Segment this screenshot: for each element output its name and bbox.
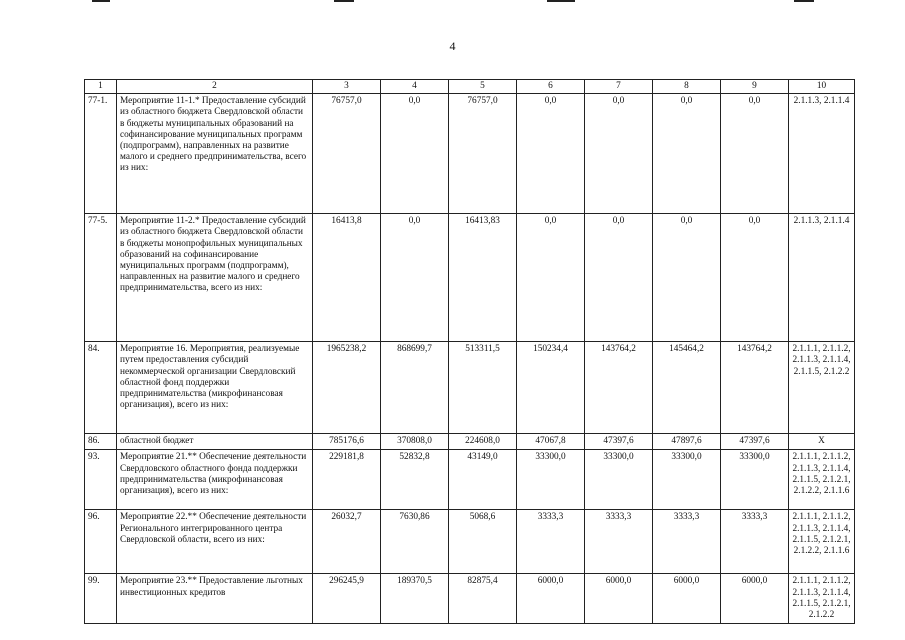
row-number: 93.: [85, 450, 117, 510]
column-header: 2: [117, 80, 313, 94]
value-cell: 513311,5: [449, 342, 517, 434]
target-indicators: 2.1.1.3, 2.1.1.4: [789, 214, 855, 342]
top-edge-mark: [547, 0, 575, 2]
value-cell: 0,0: [381, 94, 449, 214]
value-cell: 3333,3: [585, 510, 653, 574]
table-row: [85, 510, 855, 574]
target-indicators: 2.1.1.3, 2.1.1.4: [789, 94, 855, 214]
column-header: 8: [653, 80, 721, 94]
value-cell: 76757,0: [313, 94, 381, 214]
value-cell: 0,0: [585, 94, 653, 214]
value-cell: 0,0: [517, 214, 585, 342]
table-row: [85, 434, 855, 450]
column-header: 1: [85, 80, 117, 94]
value-cell: 47067,8: [517, 434, 585, 450]
value-cell: 16413,8: [313, 214, 381, 342]
value-cell: 26032,7: [313, 510, 381, 574]
value-cell: 0,0: [585, 214, 653, 342]
value-cell: 296245,9: [313, 574, 381, 624]
value-cell: 76757,0: [449, 94, 517, 214]
value-cell: 0,0: [517, 94, 585, 214]
column-header: 7: [585, 80, 653, 94]
event-name: Мероприятие 11-2.* Предоставление субсидий из областного бюджета Свердловской области в бюджеты монопрофильных муниципальных образований на софинансирование муниципальных программ (подпрограмм), направленных на развитие малого и среднего предпринимательства, всего из них:: [117, 214, 313, 342]
row-number: 77-5.: [85, 214, 117, 342]
value-cell: 370808,0: [381, 434, 449, 450]
value-cell: 6000,0: [517, 574, 585, 624]
column-header: 9: [721, 80, 789, 94]
value-cell: 143764,2: [721, 342, 789, 434]
value-cell: 0,0: [381, 214, 449, 342]
value-cell: 33300,0: [585, 450, 653, 510]
row-number: 99.: [85, 574, 117, 624]
target-indicators: 2.1.1.1, 2.1.1.2, 2.1.1.3, 2.1.1.4, 2.1.1.5, 2.1.2.1, 2.1.2.2, 2.1.1.6: [789, 510, 855, 574]
top-edge-mark: [92, 0, 110, 2]
value-cell: 3333,3: [653, 510, 721, 574]
page-number: 4: [449, 39, 456, 53]
value-cell: 785176,6: [313, 434, 381, 450]
value-cell: 47397,6: [585, 434, 653, 450]
value-cell: 224608,0: [449, 434, 517, 450]
top-edge-mark: [334, 0, 354, 2]
table-row: [85, 574, 855, 624]
top-edge-mark: [794, 0, 814, 2]
value-cell: 0,0: [721, 214, 789, 342]
value-cell: 33300,0: [653, 450, 721, 510]
value-cell: 150234,4: [517, 342, 585, 434]
row-number: 96.: [85, 510, 117, 574]
value-cell: 143764,2: [585, 342, 653, 434]
value-cell: 6000,0: [585, 574, 653, 624]
event-name: областной бюджет: [117, 434, 313, 450]
value-cell: 6000,0: [653, 574, 721, 624]
table-row: [85, 94, 855, 214]
table-row: [85, 214, 855, 342]
value-cell: 1965238,2: [313, 342, 381, 434]
value-cell: 52832,8: [381, 450, 449, 510]
column-header: 3: [313, 80, 381, 94]
target-indicators: X: [789, 434, 855, 450]
row-number: 77-1.: [85, 94, 117, 214]
table-row: [85, 342, 855, 434]
event-name: Мероприятие 22.** Обеспечение деятельности Регионального интегрированного центра Свердловской области, всего из них:: [117, 510, 313, 574]
column-header: 6: [517, 80, 585, 94]
target-indicators: 2.1.1.1, 2.1.1.2, 2.1.1.3, 2.1.1.4, 2.1.1.5, 2.1.2.1, 2.1.2.2: [789, 574, 855, 624]
column-header: 10: [789, 80, 855, 94]
value-cell: 82875,4: [449, 574, 517, 624]
value-cell: 16413,83: [449, 214, 517, 342]
column-header: 5: [449, 80, 517, 94]
event-name: Мероприятие 11-1.* Предоставление субсидий из областного бюджета Свердловской области в бюджеты муниципальных образований на софинансирование муниципальных программ (подпрограмм), направленных на развитие малого и среднего предпринимательства, всего из них:: [117, 94, 313, 214]
value-cell: 5068,6: [449, 510, 517, 574]
value-cell: 868699,7: [381, 342, 449, 434]
value-cell: 145464,2: [653, 342, 721, 434]
row-number: 84.: [85, 342, 117, 434]
value-cell: 33300,0: [517, 450, 585, 510]
budget-table: [84, 79, 855, 624]
value-cell: 189370,5: [381, 574, 449, 624]
value-cell: 43149,0: [449, 450, 517, 510]
value-cell: 47897,6: [653, 434, 721, 450]
event-name: Мероприятие 16. Мероприятия, реализуемые путем предоставления субсидий некоммерческой организации Свердловский областной фонд поддержки предпринимательства (микрофинансовая организация), всего из них:: [117, 342, 313, 434]
value-cell: 6000,0: [721, 574, 789, 624]
value-cell: 3333,3: [517, 510, 585, 574]
value-cell: 7630,86: [381, 510, 449, 574]
value-cell: 0,0: [721, 94, 789, 214]
event-name: Мероприятие 23.** Предоставление льготных инвестиционных кредитов: [117, 574, 313, 624]
table-row: [85, 450, 855, 510]
value-cell: 3333,3: [721, 510, 789, 574]
value-cell: 33300,0: [721, 450, 789, 510]
value-cell: 0,0: [653, 214, 721, 342]
column-header: 4: [381, 80, 449, 94]
target-indicators: 2.1.1.1, 2.1.1.2, 2.1.1.3, 2.1.1.4, 2.1.1.5, 2.1.2.1, 2.1.2.2, 2.1.1.6: [789, 450, 855, 510]
value-cell: 0,0: [653, 94, 721, 214]
header-row: [85, 80, 855, 94]
event-name: Мероприятие 21.** Обеспечение деятельности Свердловского областного фонда поддержки предпринимательства (микрофинансовая организация), всего из них:: [117, 450, 313, 510]
row-number: 86.: [85, 434, 117, 450]
value-cell: 229181,8: [313, 450, 381, 510]
value-cell: 47397,6: [721, 434, 789, 450]
target-indicators: 2.1.1.1, 2.1.1.2, 2.1.1.3, 2.1.1.4, 2.1.1.5, 2.1.2.2: [789, 342, 855, 434]
